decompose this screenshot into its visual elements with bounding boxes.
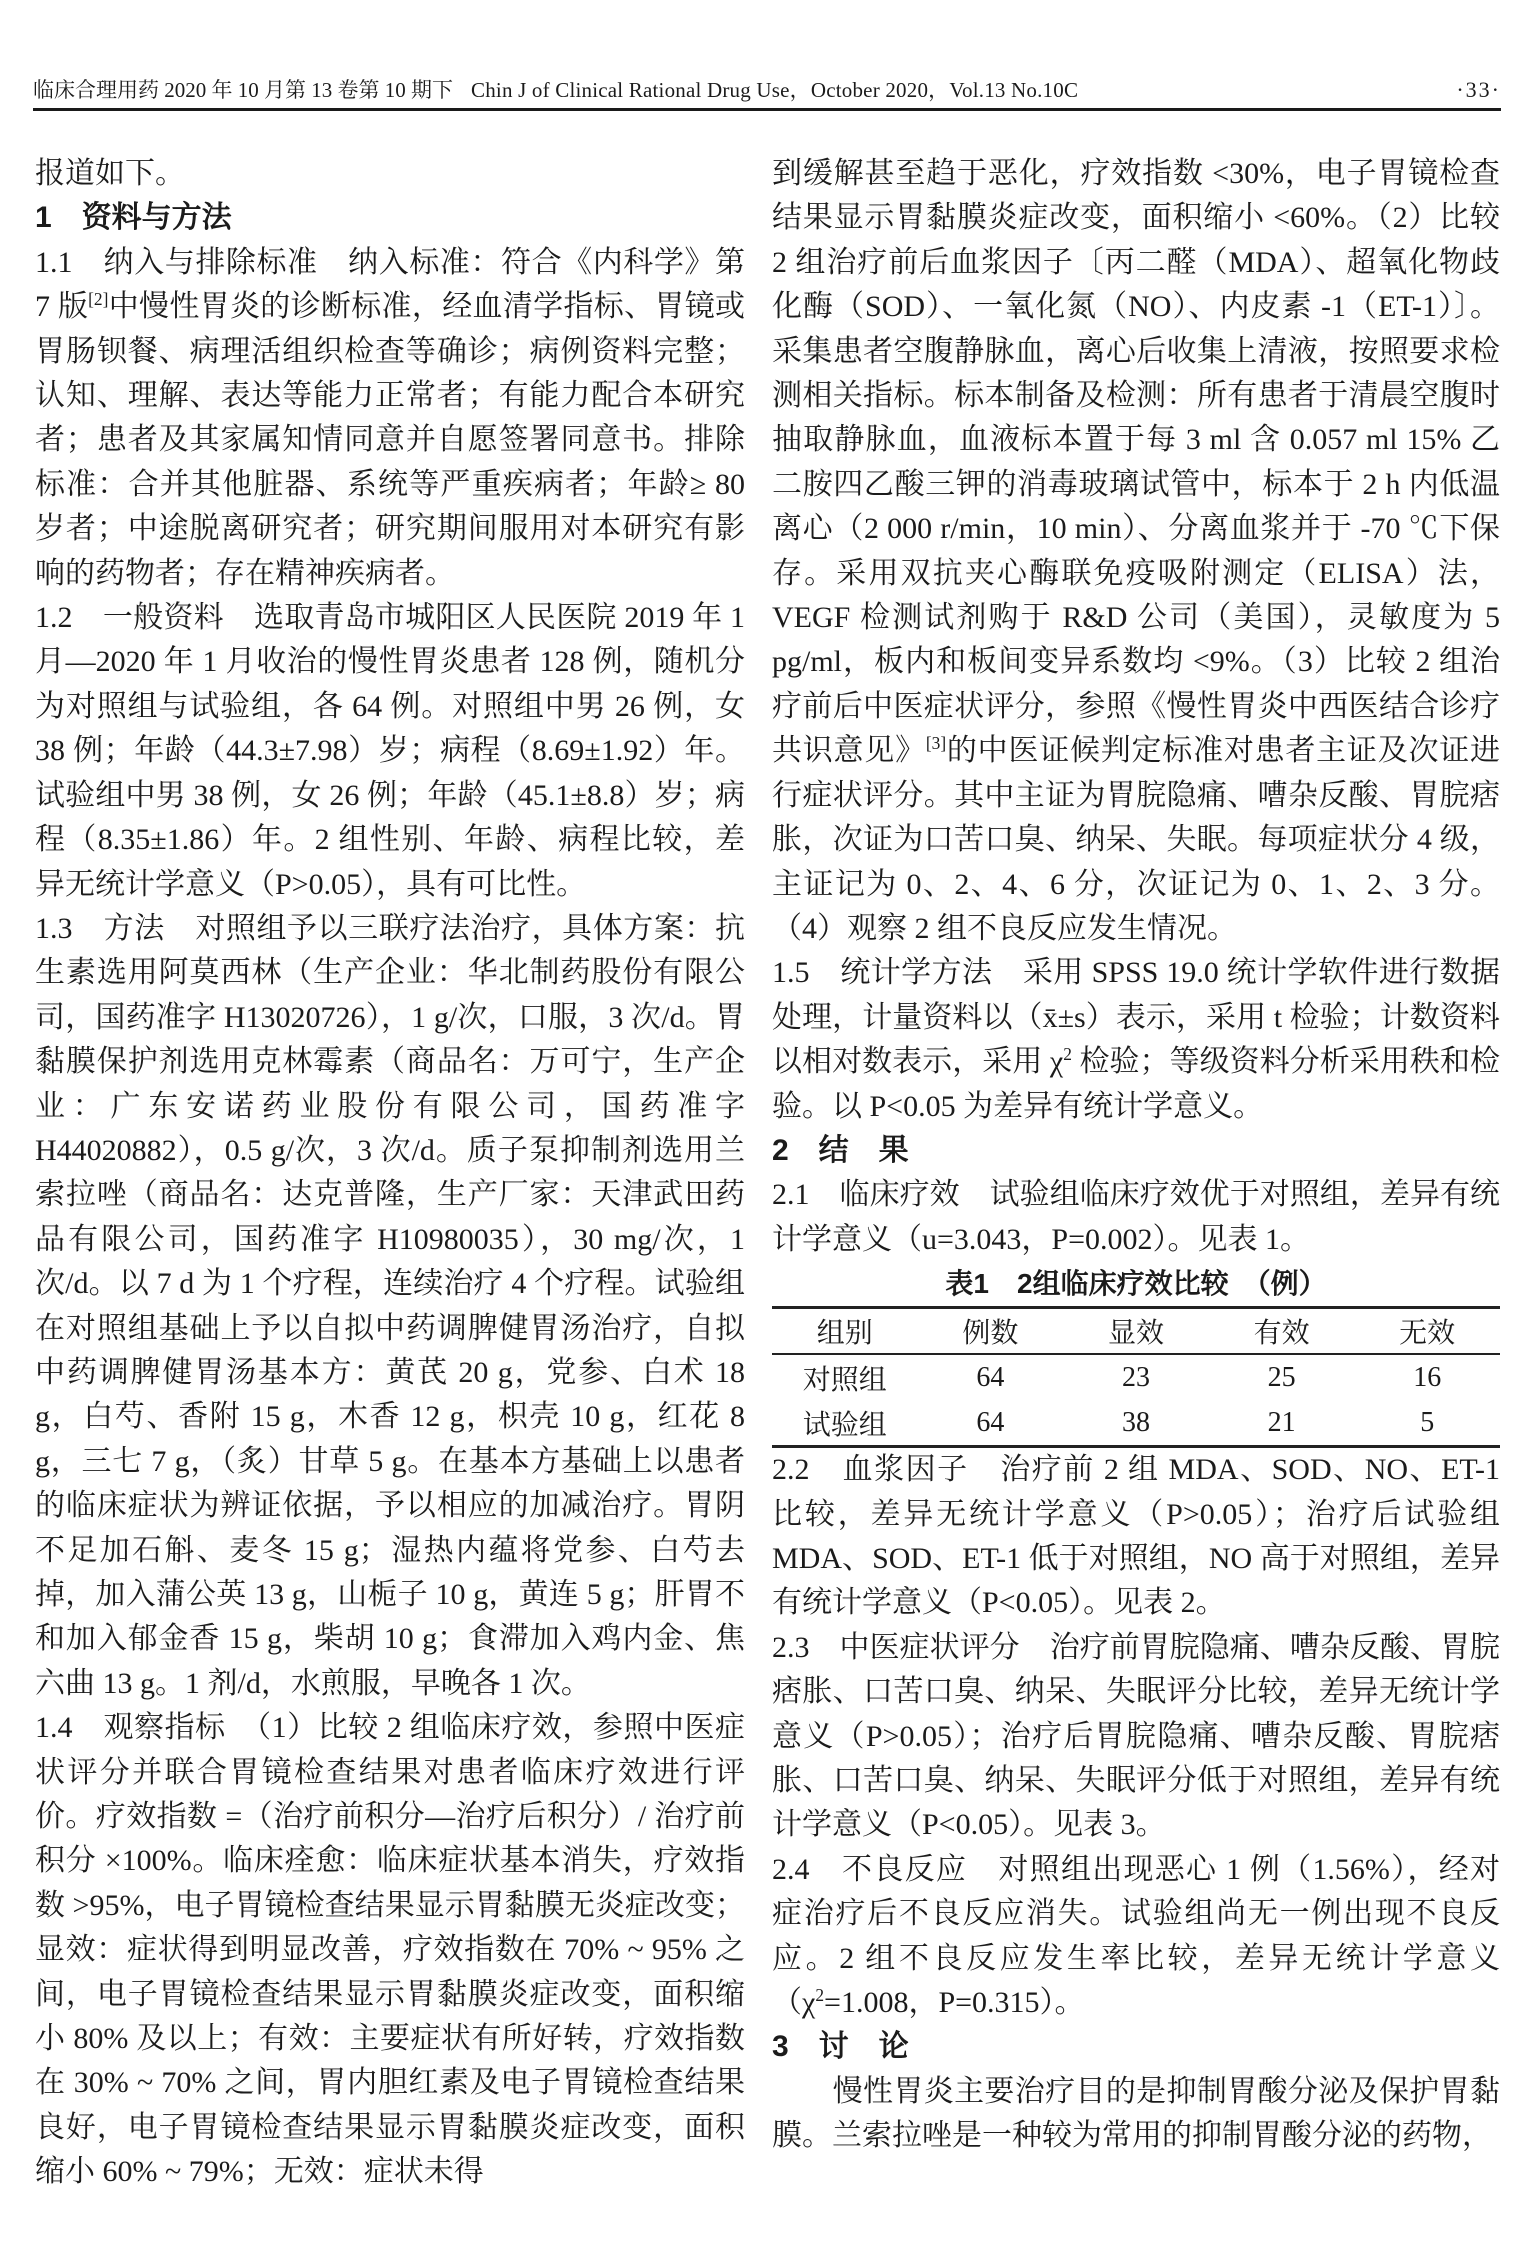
discussion-paragraph: 慢性胃炎主要治疗目的是抑制胃酸分泌及保护胃黏膜。兰索拉唑是一种较为常用的抑制胃酸分泌的药物， bbox=[772, 2074, 1500, 2153]
trial-group-effective: 21 bbox=[1267, 1406, 1296, 1438]
chi-square-superscript-2: 2 bbox=[815, 1985, 825, 2006]
two-column-body bbox=[35, 152, 1500, 2195]
reference-2-superscript: [2] bbox=[88, 289, 109, 310]
trial-group-label: 试验组 bbox=[802, 1409, 887, 1441]
table-row-control-group bbox=[772, 1354, 1500, 1400]
chi-square-superscript-1: 2 bbox=[1063, 1044, 1072, 1065]
section-1-4-cont-text-a: 到缓解甚至趋于恶化，疗效指数 <30%，电子胃镜检查结果显示胃黏膜炎症改变，面积缩小 <60%。（2）比较 2 组治疗前后血浆因子〔丙二醛（MDA）、超氧化物歧化酶（SOD）、一氧化氮（NO）、内皮素 -1（ET-1）〕。采集患者空腹静脉血，离心后收集上清液，按照要求检测相关指标。标本制备及检测：所有患者于清晨空腹时抽取静脉血，血液标本置于每 3 ml 含 0.057 ml 15% 乙二胺四乙酸三钾的消毒玻璃试管中，标本于 2 h 内低温离心（2 000 r/min，10 min）、分离血浆并于 -70 ℃下保存。采用双抗夹心酶联免疫吸附测定（ELISA）法，VEGF 检测试剂购于 R&D 公司（美国），灵敏度为 5 pg/ml，板内和板间变异系数均 <9%。（3）比较 2 组治疗前后中医症状评分，参照《慢性胃炎中西医结合诊疗共识意见》 bbox=[772, 157, 1500, 768]
section-2-3-paragraph: 2.3 中医症状评分 治疗前胃脘隐痛、嘈杂反酸、胃脘痞胀、口苦口臭、纳呆、失眠评分比较，差异无统计学意义（P>0.05）；治疗后胃脘隐痛、嘈杂反酸、胃脘痞胀、口苦口臭、纳呆、失眠评分低于对照组，差异有统计学意义（P<0.05）。见表 3。 bbox=[772, 1630, 1500, 1842]
section-1-5-paragraph bbox=[772, 951, 1500, 1129]
table-1-body bbox=[772, 1354, 1500, 1447]
control-group-effective: 25 bbox=[1267, 1361, 1296, 1393]
table-row-trial-group bbox=[772, 1400, 1500, 1447]
section-2-1-paragraph: 2.1 临床疗效 试验组临床疗效优于对照组，差异有统计学意义（u=3.043，P=0.002）。见表 1。 bbox=[772, 1178, 1500, 1256]
section-3-heading: 3 讨 论 bbox=[772, 2030, 909, 2064]
section-2-4-paragraph bbox=[772, 1848, 1500, 2026]
section-2-4-text-a: 2.4 不良反应 对照组出现恶心 1 例（1.56%），经对症治疗后不良反应消失。试验组尚无一例出现不良反应。2 组不良反应发生率比较，差异无统计学意义（χ bbox=[772, 1852, 1500, 2020]
section-1-4-paragraph: 1.4 观察指标 （1）比较 2 组临床疗效，参照中医症状评分并联合胃镜检查结果对患者临床疗效进行评价。疗效指数 =（治疗前积分—治疗后积分）/ 治疗前积分 ×100%。临床痊愈：临床症状基本消失，疗效指数 >95%，电子胃镜检查结果显示胃黏膜无炎症改变；显效：症状得到明显改善，疗效指数在 70% ~ 95% 之间，电子胃镜检查结果显示胃黏膜炎症改变，面积缩小 80% 及以上；有效：主要症状有所好转，疗效指数在 30% ~ 70% 之间，胃内胆红素及电子胃镜检查结果良好，电子胃镜检查结果显示胃黏膜炎症改变，面积缩小 60% ~ 79%；无效：症状未得 bbox=[35, 1711, 745, 2189]
section-1-1-text-b: 中慢性胃炎的诊断标准，经血清学指标、胃镜或胃肠钡餐、病理活组织检查等确诊；病例资料完整；认知、理解、表达等能力正常者；有能力配合本研究者；患者及其家属知情同意并自愿签署同意书。排除标准：合并其他脏器、系统等严重疾病者；年龄≥ 80 岁者；中途脱离研究者；研究期间服用对本研究有影响的药物者；存在精神疾病者。 bbox=[35, 290, 746, 590]
reference-3-superscript: [3] bbox=[925, 733, 947, 754]
table-header-marked-effect: 显效 bbox=[1063, 1308, 1209, 1355]
section-1-1-text-a: 1.1 纳入与排除标准 纳入标准：符合《内科学》第 7 版 bbox=[35, 245, 745, 324]
table-1-caption: 表1 2组临床疗效比较 （例） bbox=[945, 1268, 1327, 1300]
table-header-group: 组别 bbox=[772, 1308, 918, 1355]
control-group-marked-effect: 23 bbox=[1121, 1361, 1150, 1393]
section-2-2-paragraph: 2.2 血浆因子 治疗前 2 组 MDA、SOD、NO、ET-1 比较，差异无统计学意义（P>0.05）；治疗后试验组 MDA、SOD、ET-1 低于对照组，NO 高于对照组，差异有统计学意义（P<0.05）。见表 2。 bbox=[772, 1453, 1500, 1620]
section-1-2-paragraph: 1.2 一般资料 选取青岛市城阳区人民医院 2019 年 1 月—2020 年 1 月收治的慢性胃炎患者 128 例，随机分为对照组与试验组，各 64 例。对照组中男 26 例，女 38 例；年龄（44.3±7.98）岁；病程（8.69±1.92）年。试验组中男 38 例，女 26 例；年龄（45.1±8.8）岁；病程（8.35±1.86）年。2 组性别、年龄、病程比较，差异无统计学意义（P>0.05），具有可比性。 bbox=[35, 601, 745, 901]
table-header-ineffective: 无效 bbox=[1354, 1308, 1500, 1355]
table-1-header bbox=[772, 1308, 1500, 1355]
trial-group-n: 64 bbox=[976, 1406, 1005, 1438]
section-1-5-text-a: 1.5 统计学方法 采用 SPSS 19.0 统计学软件进行数据处理，计量资料以（x̄±s）表示，采用 t 检验；计数资料以相对数表示，采用 χ bbox=[772, 956, 1500, 1079]
section-1-5-text-b: 检验；等级资料分析采用秩和检验。以 P<0.05 为差异有统计学意义。 bbox=[772, 1045, 1500, 1123]
page-header bbox=[33, 74, 1501, 111]
page-number: ·33· bbox=[1456, 77, 1501, 102]
trial-group-ineffective: 5 bbox=[1420, 1406, 1435, 1438]
section-1-4-continued-paragraph bbox=[772, 152, 1500, 951]
trial-group-marked-effect: 38 bbox=[1121, 1406, 1150, 1438]
table-header-effective: 有效 bbox=[1209, 1308, 1355, 1355]
continued-paragraph: 报道如下。 bbox=[35, 157, 185, 190]
section-2-heading: 2 结 果 bbox=[772, 1133, 909, 1167]
table-header-n: 例数 bbox=[918, 1308, 1064, 1355]
control-group-ineffective: 16 bbox=[1413, 1361, 1442, 1393]
journal-header-titles bbox=[33, 74, 1078, 104]
section-2-4-text-b: =1.008，P=0.315）。 bbox=[824, 1986, 1085, 2020]
section-1-3-paragraph: 1.3 方法 对照组予以三联疗法治疗，具体方案：抗生素选用阿莫西林（生产企业：华北制药股份有限公司，国药准字 H13020726），1 g/次，口服，3 次/d。胃黏膜保护剂选用克林霉素（商品名：万可宁，生产企业：广东安诺药业股份有限公司，国药准字 H44020882），0.5 g/次，3 次/d。质子泵抑制剂选用兰索拉唑（商品名：达克普隆，生产厂家：天津武田药品有限公司，国药准字 H10980035），30 mg/次，1 次/d。以 7 d 为 1 个疗程，连续治疗 4 个疗程。试验组在对照组基础上予以自拟中药调脾健胃汤治疗，自拟中药调脾健胃汤基本方：黄芪 20 g，党参、白术 18 g，白芍、香附 15 g，木香 12 g，枳壳 10 g，红花 8 g，三七 7 g，（炙）甘草 5 g。在基本方基础上以患者的临床症状为辨证依据，予以相应的加减治疗。胃阴不足加石斛、麦冬 15 g；湿热内蕴将党参、白芍去掉，加入蒲公英 13 g，山栀子 10 g，黄连 5 g；肝胃不和加入郁金香 15 g，柴胡 10 g；食滞加入鸡内金、焦六曲 13 g。1 剂/d，水煎服，早晚各 1 次。 bbox=[35, 911, 745, 1700]
control-group-label: 对照组 bbox=[802, 1364, 887, 1396]
journal-title-cn: 临床合理用药 2020 年 10 月第 13 卷第 10 期下 bbox=[33, 78, 453, 102]
control-group-n: 64 bbox=[976, 1361, 1005, 1393]
journal-title-en: Chin J of Clinical Rational Drug Use，October 2020，Vol.13 No.10C bbox=[471, 78, 1079, 102]
left-column bbox=[35, 152, 745, 2195]
right-column bbox=[772, 152, 1500, 2195]
section-1-1-paragraph bbox=[35, 241, 745, 596]
section-1-heading: 1 资料与方法 bbox=[35, 201, 232, 235]
table-1-clinical-efficacy bbox=[772, 1306, 1500, 1448]
table-header-row bbox=[772, 1308, 1500, 1355]
section-1-4-cont-text-b: 的中医证候判定标准对患者主证及次证进行症状评分。其中主证为胃脘隐痛、嘈杂反酸、胃脘痞胀，次证为口苦口臭、纳呆、失眠。每项症状分 4 级，主证记为 0、2、4、6 分，次证记为 0、1、2、3 分。（4）观察 2 组不良反应发生情况。 bbox=[772, 734, 1501, 945]
